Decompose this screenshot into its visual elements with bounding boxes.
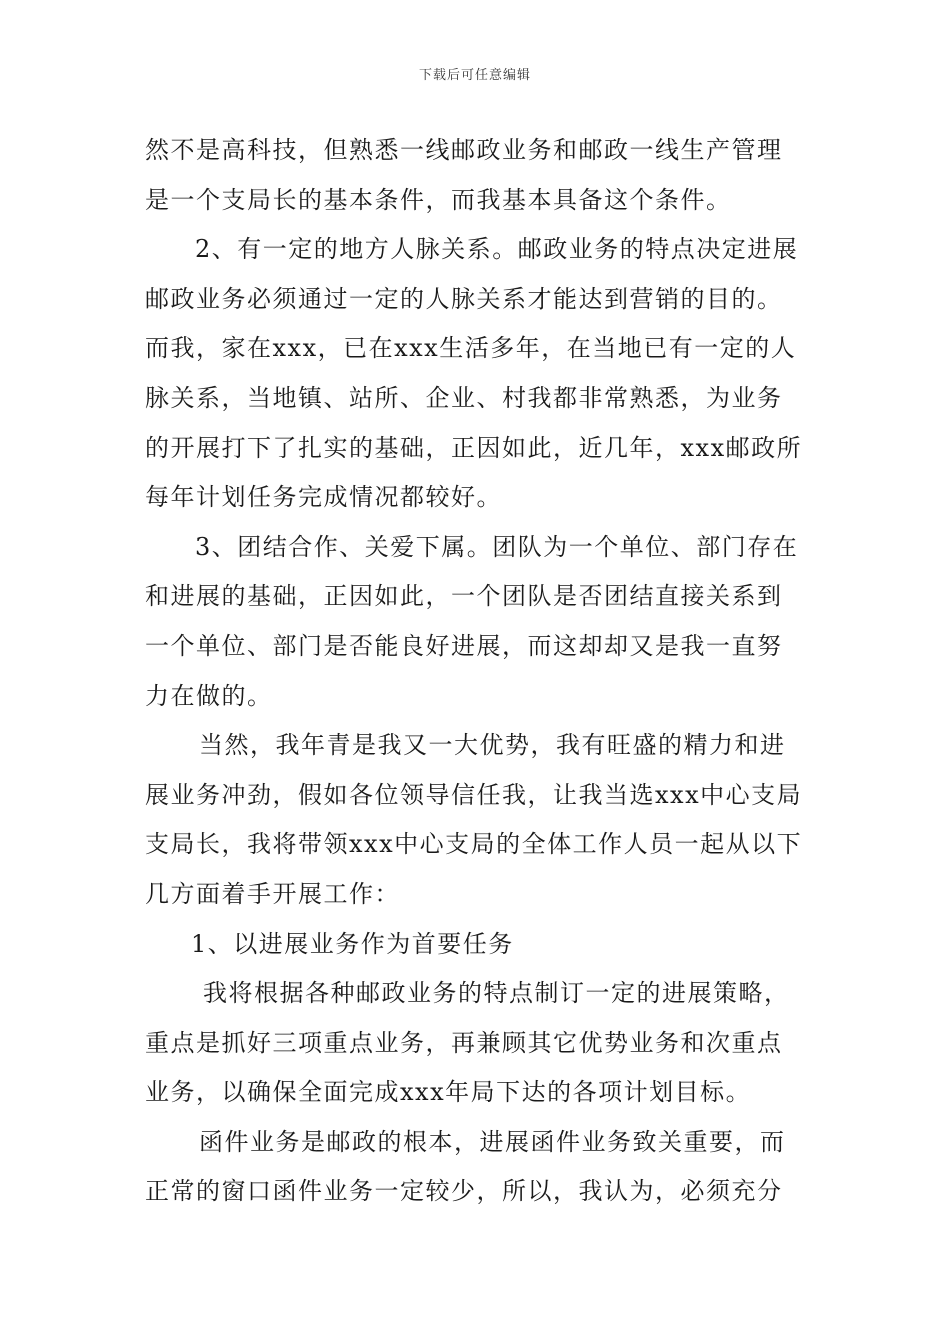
paragraph-line: 1、以进展业务作为首要任务	[191, 929, 514, 958]
paragraph-line: 邮政业务必须通过一定的人脉关系才能达到营销的目的。	[145, 284, 783, 313]
paragraph-line: 脉关系，当地镇、站所、企业、村我都非常熟悉，为业务	[145, 383, 783, 412]
paragraph-line: 展业务冲劲，假如各位领导信任我，让我当选xxx中心支局	[145, 780, 803, 809]
paragraph-line: 而我，家在xxx，已在xxx生活多年，在当地已有一定的人	[145, 334, 797, 363]
paragraph-line: 3、团结合作、关爱下属。团队为一个单位、部门存在	[195, 532, 799, 561]
paragraph-line: 和进展的基础，正因如此，一个团队是否团结直接关系到	[145, 582, 783, 611]
paragraph-line: 每年计划任务完成情况都较好。	[145, 483, 502, 512]
paragraph-line: 然不是高科技，但熟悉一线邮政业务和邮政一线生产管理	[145, 136, 783, 164]
paragraph-line: 几方面着手开展工作：	[145, 879, 400, 908]
paragraph-line: 力在做的。	[145, 681, 273, 710]
paragraph-line: 业务，以确保全面完成xxx年局下达的各项计划目标。	[145, 1078, 752, 1107]
paragraph-line: 支局长，我将带领xxx中心支局的全体工作人员一起从以下	[145, 830, 803, 859]
document-body	[145, 126, 810, 1217]
paragraph-line: 正常的窗口函件业务一定较少，所以，我认为，必须充分	[145, 1177, 783, 1206]
paragraph-line: 一个单位、部门是否能良好进展，而这却却又是我一直努	[145, 631, 783, 660]
paragraph-line: 重点是抓好三项重点业务，再兼顾其它优势业务和次重点	[145, 1028, 783, 1057]
paragraph-line: 我将根据各种邮政业务的特点制订一定的进展策略，	[203, 979, 790, 1008]
page-header: 下载后可任意编辑	[418, 68, 531, 83]
paragraph-line: 函件业务是邮政的根本，进展函件业务致关重要，而	[199, 1127, 786, 1156]
paragraph-line: 的开展打下了扎实的基础，正因如此，近几年，xxx邮政所	[145, 433, 803, 462]
paragraph-line: 2、有一定的地方人脉关系。邮政业务的特点决定进展	[195, 235, 799, 264]
paragraph-line: 当然，我年青是我又一大优势，我有旺盛的精力和进	[199, 731, 786, 760]
paragraph-line: 是一个支局长的基本条件，而我基本具备这个条件。	[145, 185, 732, 214]
